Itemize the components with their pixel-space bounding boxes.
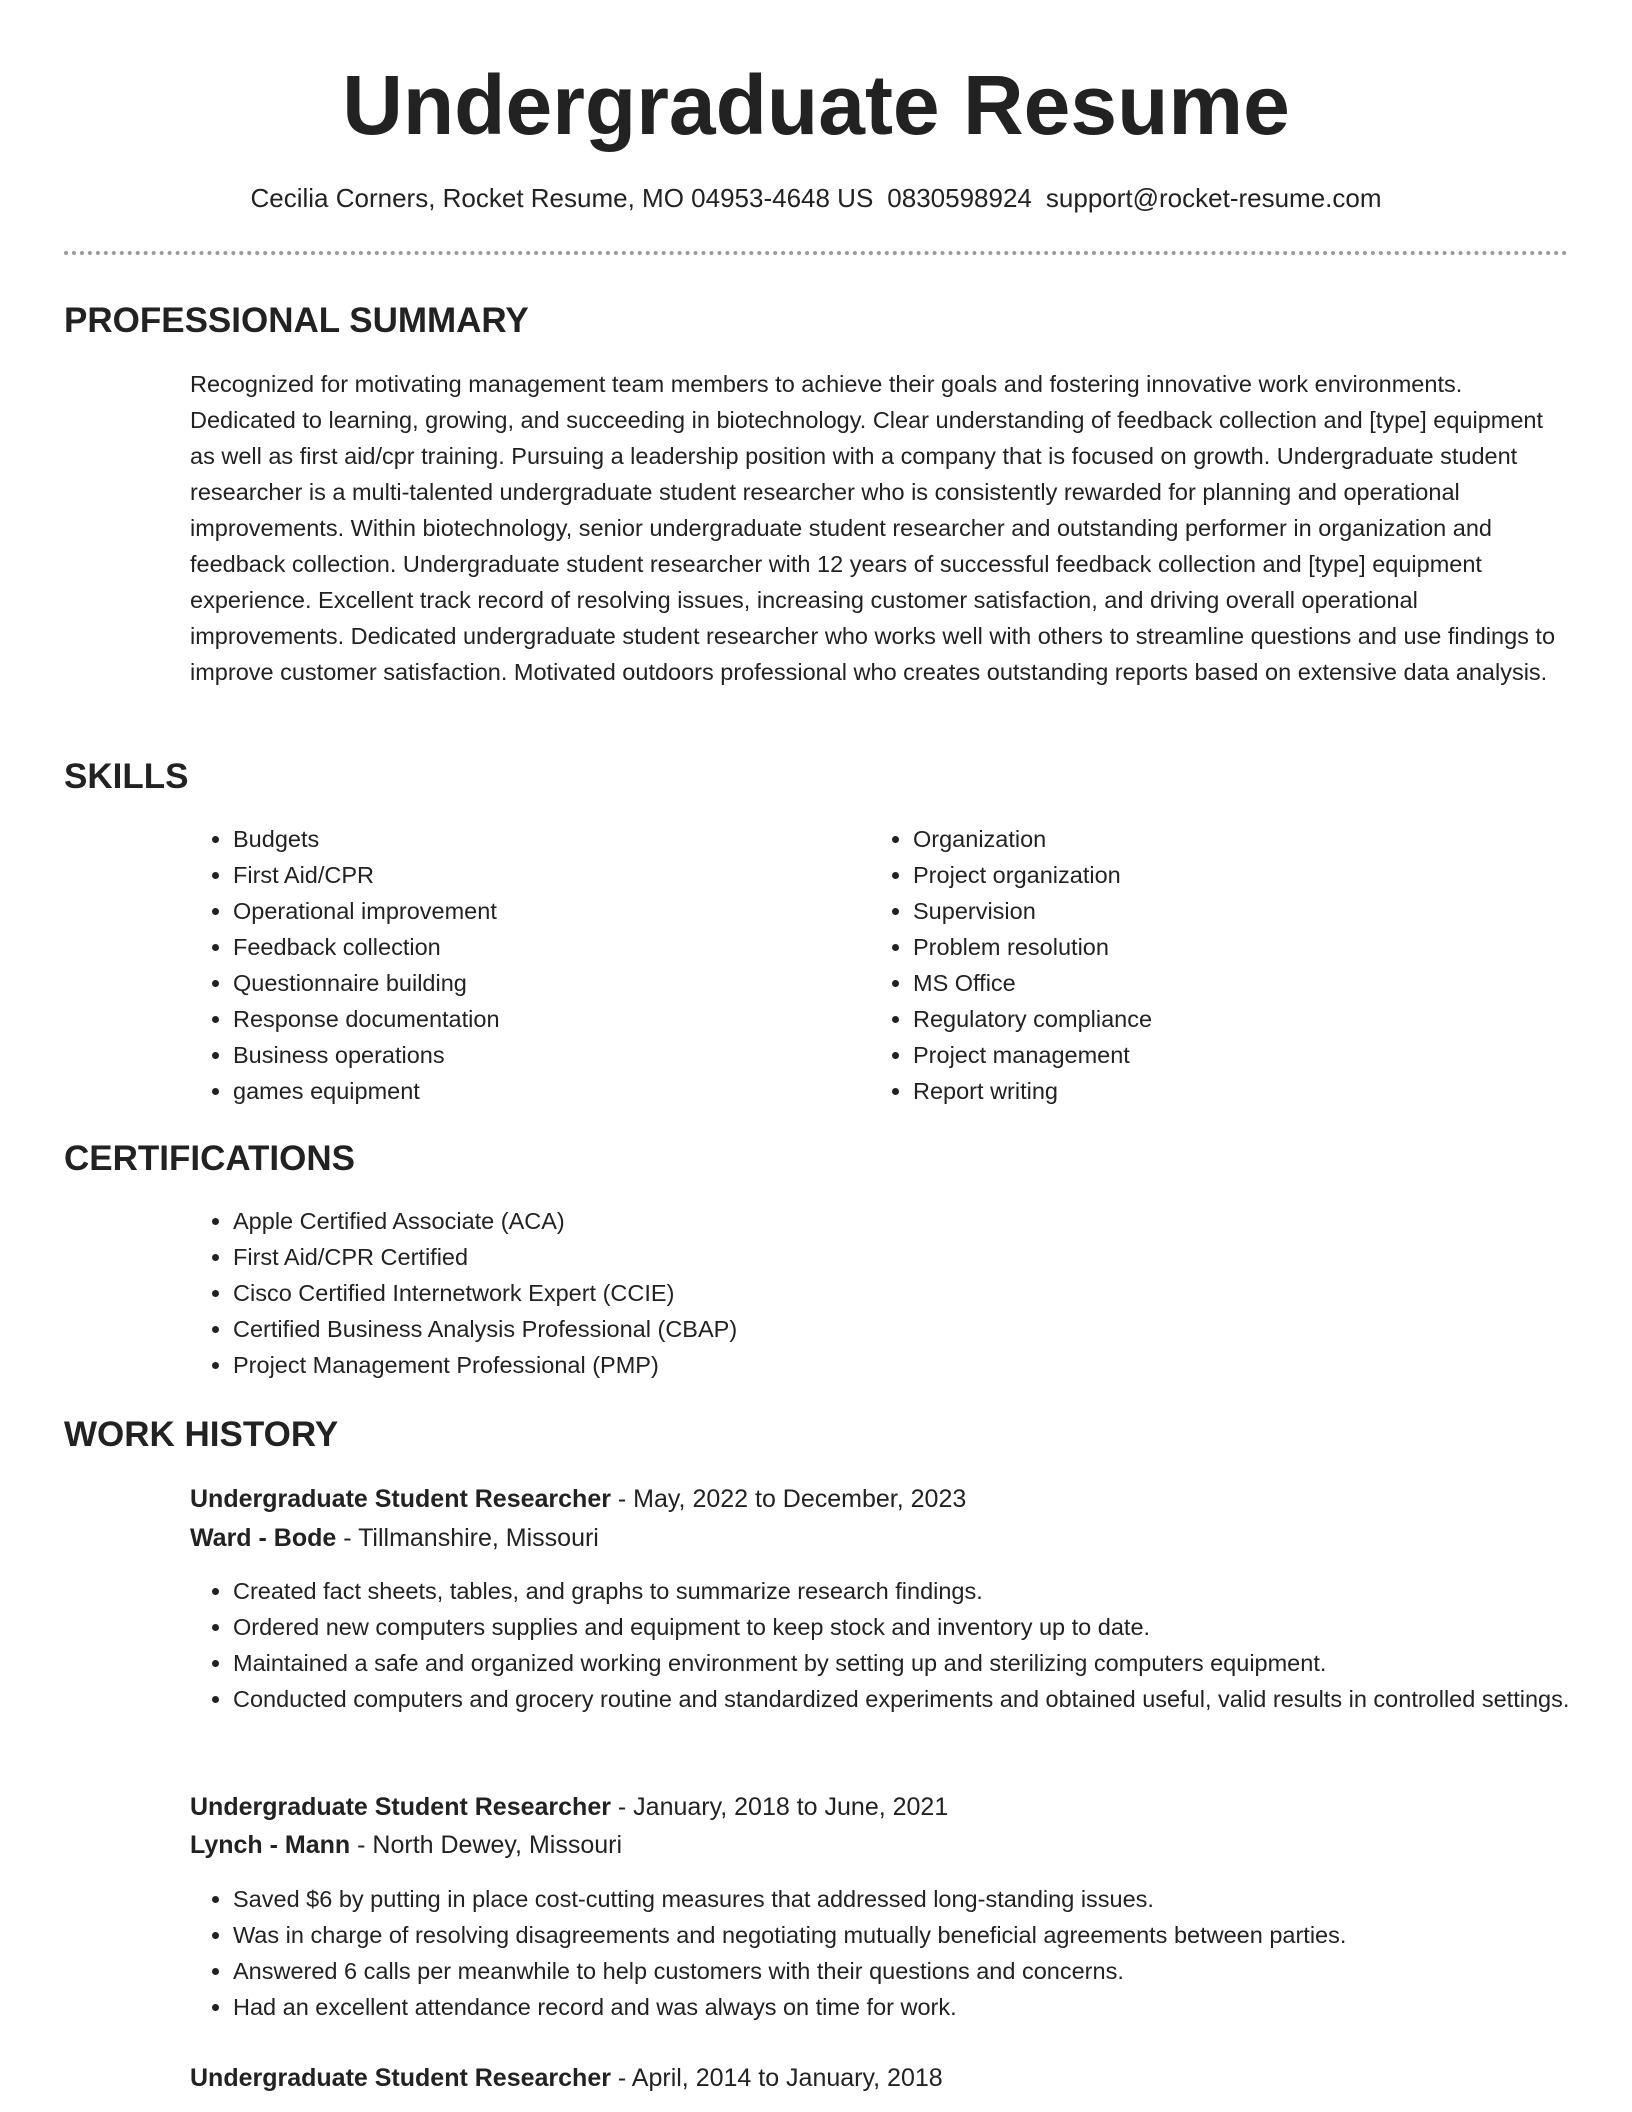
job-duty-item: • Was in charge of resolving disagreements and negotiating mutually beneficial agreements between parties. <box>233 1917 1570 1953</box>
skill-item: • Organization <box>913 821 1550 857</box>
job-duty-item: • Conducted computers and grocery routine and standardized experiments and obtained useful, valid results in controlled settings. <box>233 1681 1570 1717</box>
skills-right-list <box>870 821 1550 1109</box>
job-title-line <box>190 1788 948 1826</box>
job-location: - North Dewey, Missouri <box>357 1831 623 1859</box>
contact-phone: 0830598924 <box>887 183 1032 213</box>
skill-item: • Operational improvement <box>233 893 850 929</box>
job-dates: - January, 2018 to June, 2021 <box>617 1793 949 1821</box>
job-title-line <box>190 2059 943 2097</box>
job-company-line <box>190 1519 599 1557</box>
certification-item: • Project Management Professional (PMP) <box>233 1347 1490 1383</box>
job-location: - Tillmanshire, Missouri <box>343 1524 599 1552</box>
skill-item: • Project organization <box>913 857 1550 893</box>
certification-item: • First Aid/CPR Certified <box>233 1239 1490 1275</box>
skill-item: • Regulatory compliance <box>913 1001 1550 1037</box>
contact-email: support@rocket-resume.com <box>1045 183 1382 213</box>
certifications-block <box>190 1203 1490 1383</box>
job-company: Ward - Bode <box>190 1524 337 1552</box>
job-duty-item: • Saved $6 by putting in place cost-cutting measures that addressed long-standing issues. <box>233 1881 1570 1917</box>
job-duty-item: • Answered 6 calls per meanwhile to help customers with their questions and concerns. <box>233 1953 1570 1989</box>
contact-address: Cecilia Corners, Rocket Resume, MO 04953-4648 US <box>250 183 874 213</box>
skill-item: • Report writing <box>913 1073 1550 1109</box>
skill-item: • Business operations <box>233 1037 850 1073</box>
certification-item: • Apple Certified Associate (ACA) <box>233 1203 1490 1239</box>
job-company: Lynch - Mann <box>190 1831 351 1859</box>
job-dates: - April, 2014 to January, 2018 <box>617 2064 943 2092</box>
job-duties-list <box>190 1573 1570 1717</box>
job-title: Undergraduate Student Researcher <box>190 1793 611 1821</box>
job-title: Undergraduate Student Researcher <box>190 1485 611 1513</box>
summary-text: Recognized for motivating management team members to achieve their goals and fostering innovative work environments. Dedicated to learning, growing, and succeeding in biotechnology. Clear understanding of feedback collection and [type] equipment as well as first aid/cpr training. Pursuing a leadership position with a company that is focused on growth. Undergraduate student researcher is a multi-talented undergraduate student researcher who is consistently rewarded for planning and operational improvements. Within biotechnology, senior undergraduate student researcher and outstanding performer in organization and feedback collection. Undergraduate student researcher with 12 years of successful feedback collection and [type] equipment experience. Excellent track record of resolving issues, increasing customer satisfaction, and driving overall operational improvements. Dedicated undergraduate student researcher who works well with others to streamline questions and use findings to improve customer satisfaction. Motivated outdoors professional who creates outstanding reports based on extensive data analysis. <box>190 371 1556 685</box>
skill-item: • Response documentation <box>233 1001 850 1037</box>
job-title: Undergraduate Student Researcher <box>190 2064 611 2092</box>
skill-item: • Project management <box>913 1037 1550 1073</box>
skill-item: • Supervision <box>913 893 1550 929</box>
skills-heading: SKILLS <box>64 757 189 796</box>
skill-item: • MS Office <box>913 965 1550 1001</box>
skill-item: • Feedback collection <box>233 929 850 965</box>
skills-left-list <box>190 821 850 1109</box>
skill-item: • First Aid/CPR <box>233 857 850 893</box>
job-duties-list <box>190 1881 1570 2025</box>
job-duty-item: • Had an excellent attendance record and was always on time for work. <box>233 1989 1570 2025</box>
contact-line <box>0 180 1632 216</box>
job-duty-item: • Maintained a safe and organized working environment by setting up and sterilizing computers equipment. <box>233 1645 1570 1681</box>
resume-title: Undergraduate Resume <box>342 58 1290 152</box>
header-divider <box>64 251 1568 255</box>
job-duty-item: • Created fact sheets, tables, and graphs to summarize research findings. <box>233 1573 1570 1609</box>
summary-heading: PROFESSIONAL SUMMARY <box>64 301 529 340</box>
skill-item: • Questionnaire building <box>233 965 850 1001</box>
certifications-list <box>190 1203 1490 1383</box>
job-duties <box>190 1881 1570 2025</box>
job-company-line <box>190 1826 622 1864</box>
job-duties <box>190 1573 1570 1717</box>
job-title-line <box>190 1480 966 1518</box>
certification-item: • Cisco Certified Internetwork Expert (CCIE) <box>233 1275 1490 1311</box>
skills-left-column <box>190 821 850 1109</box>
job-dates: - May, 2022 to December, 2023 <box>617 1485 967 1513</box>
certifications-heading: CERTIFICATIONS <box>64 1139 356 1178</box>
job-duty-item: • Ordered new computers supplies and equipment to keep stock and inventory up to date. <box>233 1609 1570 1645</box>
skill-item: • games equipment <box>233 1073 850 1109</box>
skill-item: • Budgets <box>233 821 850 857</box>
skills-right-column <box>870 821 1550 1109</box>
work-history-heading: WORK HISTORY <box>64 1415 339 1454</box>
skill-item: • Problem resolution <box>913 929 1550 965</box>
certification-item: • Certified Business Analysis Professional (CBAP) <box>233 1311 1490 1347</box>
